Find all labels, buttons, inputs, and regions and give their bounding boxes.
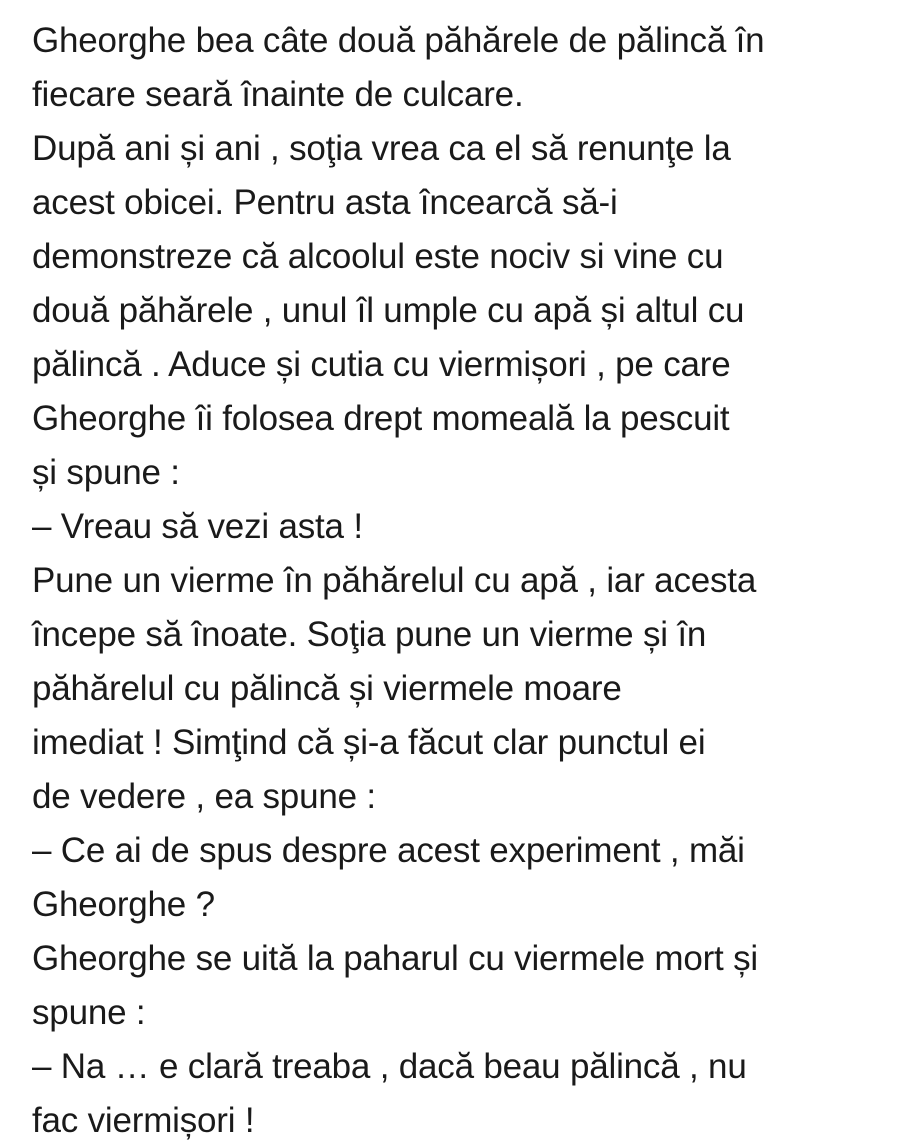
text-line: două păhărele , unul îl umple cu apă și altul cu <box>32 291 745 330</box>
post-text <box>32 14 892 1148</box>
text-line: acest obicei. Pentru asta încearcă să-i <box>32 183 618 222</box>
text-line: După ani și ani , soţia vrea ca el să renunţe la <box>32 129 731 168</box>
text-line: fiecare seară înainte de culcare. <box>32 75 524 114</box>
text-line: Pune un vierme în păhărelul cu apă , iar acesta <box>32 561 757 600</box>
text-line: Gheorghe bea câte două păhărele de pălincă în <box>32 21 765 60</box>
text-line: spune : <box>32 993 146 1032</box>
text-line: fac viermișori ! <box>32 1101 255 1140</box>
text-line: pălincă . Aduce și cutia cu viermișori , pe care <box>32 345 731 384</box>
dialogue-line: – Vreau să vezi asta ! <box>32 507 363 546</box>
text-line: de vedere , ea spune : <box>32 777 376 816</box>
text-line: Gheorghe se uită la paharul cu viermele mort și <box>32 939 758 978</box>
dialogue-line: – Ce ai de spus despre acest experiment , măi <box>32 831 745 870</box>
text-line: imediat ! Simţind că și-a făcut clar punctul ei <box>32 723 706 762</box>
text-line: demonstreze că alcoolul este nociv si vine cu <box>32 237 724 276</box>
text-line: Gheorghe ? <box>32 885 215 924</box>
dialogue-line: – Na … e clară treaba , dacă beau pălincă , nu <box>32 1047 747 1086</box>
text-line: păhărelul cu pălincă și viermele moare <box>32 669 622 708</box>
text-line: începe să înoate. Soţia pune un vierme și în <box>32 615 707 654</box>
text-line: și spune : <box>32 453 180 492</box>
text-line: Gheorghe îi folosea drept momeală la pescuit <box>32 399 730 438</box>
